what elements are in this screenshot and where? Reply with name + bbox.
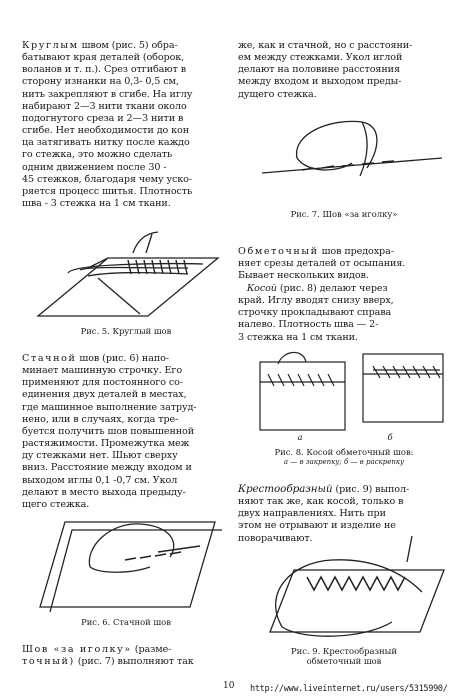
needle-stitch-continued-paragraph: же, как и стачной, но с расстояни- ем между стежками. Укол иглой делают на половине расстояния между входом и выходом преды- дущего стежка. bbox=[238, 40, 413, 100]
figure-7-caption: Рис. 7. Шов «за иголку» bbox=[290, 209, 398, 219]
figure-5-illustration bbox=[28, 228, 228, 323]
overcast-stitch-term: Обметочный bbox=[238, 246, 319, 257]
round-stitch-paragraph: Круглым швом (рис. 5) обра- батывают края деталей (оборок, воланов и т. п.). Срез отгибают в сторону изнанки на 0,3- 0,5 см, нить закрепляют в сгибе. На иглу набирают 2—3 нити ткани около подогнутого среза и 2—3 нити в сгибе. Нет необходимости до кон ца затягивать нитку после каждо го стежка, это можно сделать одним движением после 30 - 45 стежков, благодаря чему уско- ряется процесс шитья. Плотность шва - 3 стежка на 1 см ткани. bbox=[22, 40, 193, 210]
overcast-stitch-paragraph: Обметочный шов предохра- няет срезы деталей от осыпания. Бывает нескольких видов. bbox=[238, 246, 406, 282]
figure-8-label-a: а bbox=[297, 432, 303, 442]
figure-8-illustration bbox=[248, 344, 448, 439]
page-number: 10 bbox=[223, 681, 235, 691]
figure-9-illustration bbox=[252, 532, 452, 642]
figure-5-caption: Рис. 5. Круглый шов bbox=[80, 326, 172, 336]
figure-7-illustration bbox=[252, 118, 452, 208]
source-url[interactable]: http://www.liveinternet.ru/users/5315990/ bbox=[250, 684, 448, 694]
back-stitch-term: Стачной bbox=[22, 353, 77, 364]
needle-stitch-paragraph: Шов «за иголку» (разме- точный) (рис. 7) выполняют так bbox=[22, 644, 194, 668]
diagonal-stitch-term: Косой bbox=[246, 283, 277, 294]
diagonal-stitch-paragraph: Косой (рис. 8) делают через край. Иглу вводят снизу вверх, строчку прокладывают справа налево. Плотность шва — 2- 3 стежка на 1 см ткани. bbox=[238, 283, 394, 343]
figure-9-caption: Рис. 9. Крестообразный обметочный шов bbox=[291, 646, 397, 666]
cross-stitch-term: Крестообразный bbox=[238, 483, 333, 495]
back-stitch-paragraph: Стачной шов (рис. 6) напо- минает машинную строчку. Его применяют для постоянного со- единения двух деталей в местах, где машинное выполнение затруд- нено, или в случаях, когда тре- буется получить шов повышенной растяжимости. Промежутка меж ду стежками нет. Шьют сверху вниз. Расстояние между входом и выходом иглы 0,1 -0,7 см. Укол делают в место выхода предыду- щего стежка. bbox=[22, 353, 197, 510]
cross-stitch-paragraph: Крестообразный (рис. 9) выпол- няют так же, как косой, только в двух направлениях. Нить при этом не отрывают и изделие не поворачивают. bbox=[238, 483, 410, 544]
figure-6-illustration bbox=[30, 512, 230, 622]
figure-8-label-b: б bbox=[387, 432, 393, 442]
figure-6-caption: Рис. 6. Стачной шов bbox=[81, 617, 171, 627]
round-stitch-term: Круглым bbox=[22, 40, 79, 51]
figure-8-caption: Рис. 8. Косой обметочный шов: а — в закрепку; б — в раскрепку bbox=[274, 447, 414, 466]
needle-stitch-term: Шов «за иголку» bbox=[22, 644, 132, 655]
